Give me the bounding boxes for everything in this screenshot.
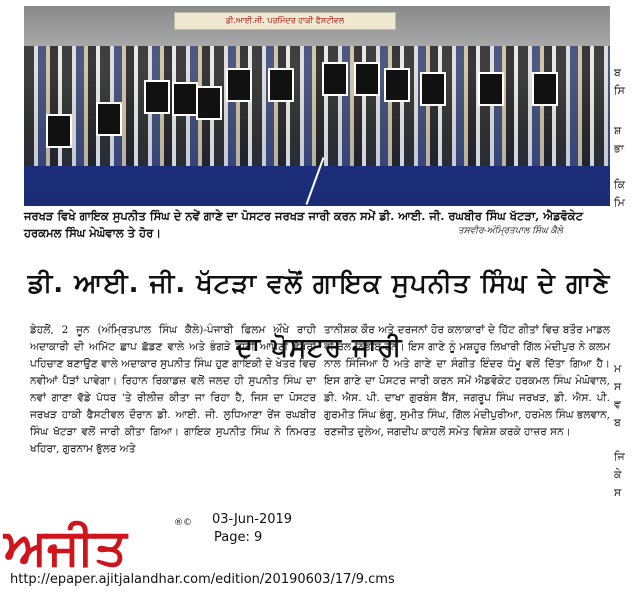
- side-fragment: ਸ: [614, 380, 622, 393]
- headline: ਡੀ. ਆਈ. ਜੀ. ਖੱਟੜਾ ਵਲੋਂ ਗਾਇਕ ਸੁਪਨੀਤ ਸਿੰਘ ਦੇ ਗਾਣੇ ਦਾ ਪੋਸਟਰ ਜਾਰੀ: [27, 269, 611, 363]
- poster: [268, 68, 294, 102]
- article-column-right: [324, 322, 610, 441]
- side-fragment: ਮ: [614, 362, 622, 375]
- poster: [384, 68, 410, 102]
- side-fragment: ਕਿ: [614, 178, 626, 191]
- poster: [322, 62, 348, 96]
- poster: [420, 72, 446, 106]
- edition-date: 03-Jun-2019: [212, 512, 293, 527]
- side-fragment: ਕੇ: [614, 468, 622, 481]
- poster: [532, 72, 558, 106]
- side-fragment: ਸ਼: [614, 124, 622, 137]
- side-fragment: ਬ: [614, 66, 621, 79]
- side-fragment: ਸਿ: [614, 84, 625, 97]
- poster: [144, 80, 170, 114]
- article-text: ਡੇਹਲੋਂ, 2 ਜੂਨ (ਅੰਮ੍ਰਿਤਪਾਲ ਸਿੰਘ ਕੈਲੇ)-ਪੰਜਾਬੀ ਫਿਲਮ ਔਖੇ ਰਾਹੀ ਅਦਾਕਾਰੀ ਦੀ ਅਮਿੱਟ ਛਾਪ ਛੱਡਣ ਵਾਲੇ ਅਤੇ ਭੰਗੜੇ ਰਾਹੀ ਆਪਣੀ ਵੱਖਰੀ ਪਹਿਚਾਣ ਬਣਾਉਣ ਵਾਲੇ ਅਦਾਕਾਰ ਸੁਪਨੀਤ ਸਿੰਘ ਹੁਣ ਗਾਇਕੀ ਦੇ ਖੇਤਰ ਵਿਚ ਨਵੀਆਂ ਪੈੜਾਂ ਪਾਵੇਗਾ। ਰਿਹਾਨ ਰਿਕਾਡਜ਼ ਵਲੋਂ ਜਲਦ ਹੀ ਸੁਪਨੀਤ ਸਿੰਘ ਦਾ ਨਵਾਂ ਗਾਣਾ ਵੱਡੇ ਪੱਧਰ 'ਤੇ ਰੀਲੀਜ਼ ਕੀਤਾ ਜਾ ਰਿਹਾ ਹੈ, ਜਿਸ ਦਾ ਪੋਸਟਰ ਜਰਖੜ ਹਾਕੀ ਫੈਸਟੀਵਲ ਦੌਰਾਨ ਡੀ. ਆਈ. ਜੀ. ਲੁਧਿਆਣਾ ਰੇਂਜ ਰਘਬੀਰ ਸਿੰਘ ਖੱਟੜਾ ਵਲੋਂ ਜਾਰੀ ਕੀਤਾ ਗਿਆ। ਗਾਇਕ ਸੁਪਨੀਤ ਸਿੰਘ ਨੇ ਨਿਮਰਤ ਖਹਿਰਾ, ਗੁਰਨਾਮ ਭੁੱਲਰ ਅਤੇ: [30, 324, 316, 455]
- source-url[interactable]: http://epaper.ajitjalandhar.com/edition/20190603/17/9.cms: [10, 572, 395, 587]
- poster: [172, 82, 198, 116]
- side-fragment: ਸ: [614, 486, 622, 499]
- page-number: Page: 9: [214, 530, 263, 545]
- article-text: ਤਾਨੀਸ਼ਕ ਕੌਰ ਅਤੇ ਦਰਜਨਾਂ ਹੋਰ ਕਲਾਕਾਰਾਂ ਦੇ ਹਿੱਟ ਗੀਤਾਂ ਵਿਚ ਬਤੌਰ ਮਾਡਲ ਵੀ ਰੋਲ ਨਿਭਾਏ ਹਨ। ਇਸ ਗਾਣੇ ਨੂੰ ਮਸ਼ਹੂਰ ਲਿਖਾਰੀ ਗਿੱਲ ਮੰਦੀਪੁਰ ਨੇ ਕਲਮ ਨਾਲ ਸਿੰਜਿਆ ਹੈ ਅਤੇ ਗਾਣੇ ਦਾ ਸੰਗੀਤ ਇੰਦਰ ਧੰਮੂ ਵਲੋਂ ਦਿੱਤਾ ਗਿਆ ਹੈ। ਇਸ ਗਾਣੇ ਦਾ ਪੋਸਟਰ ਜਾਰੀ ਕਰਨ ਸਮੇਂ ਐਡਵੋਕੇਟ ਹਰਕਮਲ ਸਿੰਘ ਮੇਘੋਵਾਲ, ਡੀ. ਐਸ. ਪੀ. ਦਾਖਾ ਗੁਰਬੰਸ ਬੈਂਸ, ਜਗਰੂਪ ਸਿੰਘ ਜਰਖੜ, ਡੀ. ਐਸ. ਪੀ. ਗੁਰਮੀਤ ਸਿੰਘ ਭੰਗੂ, ਸੁਮੀਤ ਸਿੰਘ, ਗਿੱਲ ਮੰਦੀਪੁਰੀਆ, ਹਰਮੇਲ ਸਿੰਘ ਭਲਵਾਨ, ਰਣਜੀਤ ਦੁਲੇਅ, ਜਗਦੀਪ ਕਾਹਲੋਂ ਸਮੇਤ ਵਿਸ਼ੇਸ਼ ਕਰਕੇ ਹਾਜ਼ਰ ਸਨ।: [324, 324, 610, 438]
- photo-credit: ਤਸਵੀਰ-ਅੰਮ੍ਰਿਤਪਾਲ ਸਿੰਘ ਕੈਲੇ: [458, 226, 563, 236]
- poster: [226, 68, 252, 102]
- poster: [96, 102, 122, 136]
- article-column-left: [30, 322, 316, 458]
- poster: [196, 86, 222, 120]
- side-fragment: ਬ: [614, 416, 621, 429]
- poster: [354, 62, 380, 96]
- registered-mark: ®©: [174, 518, 192, 528]
- side-fragment: ਭਾ: [614, 142, 624, 155]
- side-fragment: ਜਿ: [614, 450, 625, 463]
- side-fragment: ਵ: [614, 398, 621, 411]
- ajit-logo: ਅਜੀਤ: [4, 518, 127, 576]
- photo-caption: ਜਰਖੜ ਵਿਖੇ ਗਾਇਕ ਸੁਪਨੀਤ ਸਿੰਘ ਦੇ ਨਵੇਂ ਗਾਣੇ ਦਾ ਪੋਸਟਰ ਜਰਖੜ ਜਾਰੀ ਕਰਨ ਸਮੇਂ ਡੀ. ਆਈ. ਜੀ. ਰਘਬੀਰ ਸਿੰਘ ਖੱਟੜਾ, ਐਡਵੋਕੇਟ ਹਰਕਮਲ ਸਿੰਘ ਮੇਘੋਵਾਲ ਤੇ ਹੋਰ।: [24, 209, 583, 240]
- news-photo: [24, 6, 610, 206]
- side-fragment: ਮਿ: [614, 196, 625, 209]
- photo-banner: ਡੀ.ਆਈ.ਜੀ. ਪਰਮਿੰਦਰ ਹਾਕੀ ਫੈਸਟੀਵਲ: [174, 12, 396, 30]
- poster: [478, 72, 504, 106]
- poster: [46, 114, 72, 148]
